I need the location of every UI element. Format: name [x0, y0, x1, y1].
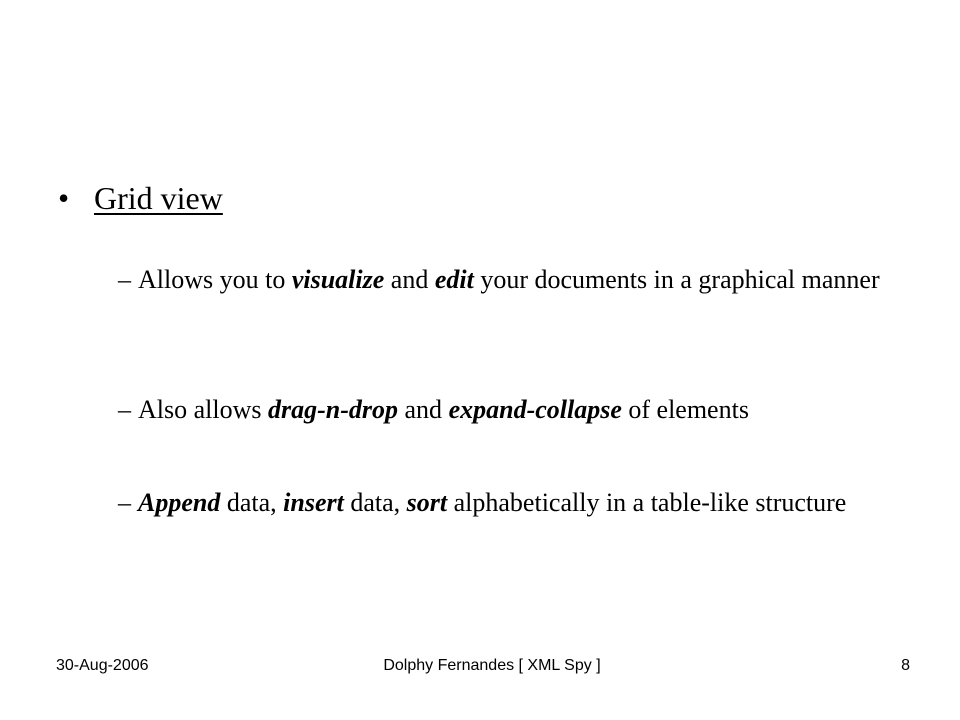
plain-text: your documents in a graphical manner — [473, 265, 880, 294]
bullet-icon: • — [58, 180, 70, 216]
plain-text: and — [398, 395, 449, 424]
plain-text: data, — [343, 488, 407, 517]
sub-bullet-1 — [118, 263, 898, 297]
plain-text: data, — [220, 488, 284, 517]
emphasis-text: visualize — [291, 265, 385, 294]
sub-bullet-text — [118, 393, 898, 427]
sub-bullet-text — [118, 263, 898, 297]
emphasis-text: drag-n-drop — [268, 395, 399, 424]
main-bullet — [58, 176, 223, 220]
footer-title: Dolphy Fernandes [ XML Spy ] — [383, 657, 601, 674]
emphasis-text: Append — [138, 488, 221, 517]
plain-text: and — [384, 265, 435, 294]
plain-text: alphabetically in a table-like structure — [447, 488, 847, 517]
plain-text: Allows you to — [138, 265, 292, 294]
emphasis-text: expand-collapse — [448, 395, 622, 424]
emphasis-text: edit — [434, 265, 474, 294]
dash-icon: – — [118, 488, 131, 517]
dash-icon: – — [118, 395, 131, 424]
plain-text: Also allows — [138, 395, 268, 424]
sub-bullet-3 — [118, 486, 898, 520]
sub-bullet-text — [118, 486, 898, 520]
plain-text: of elements — [621, 395, 749, 424]
dash-icon: – — [118, 265, 131, 294]
emphasis-text: sort — [406, 488, 448, 517]
sub-bullet-2 — [118, 393, 898, 427]
heading-grid-view: Grid view — [94, 180, 223, 216]
emphasis-text: insert — [283, 488, 344, 517]
footer-page-number: 8 — [901, 657, 910, 674]
footer-date: 30-Aug-2006 — [56, 657, 149, 674]
